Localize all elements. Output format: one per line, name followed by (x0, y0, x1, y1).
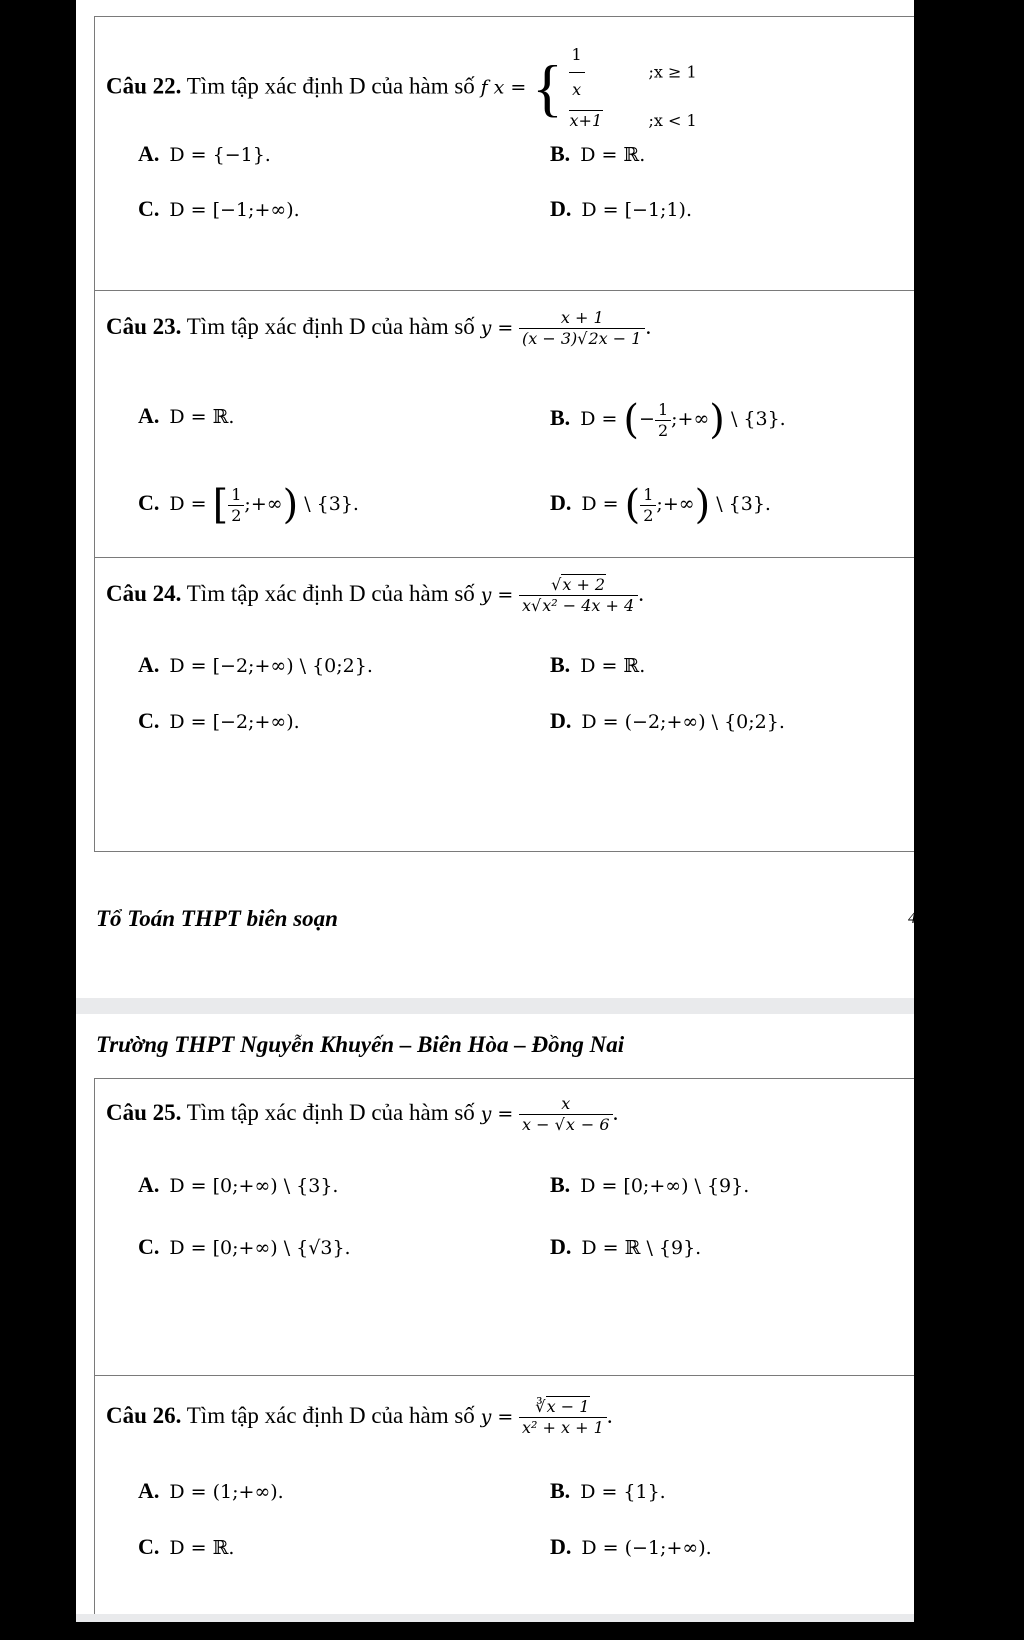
q23-option-a[interactable]: A. D = ℝ. (138, 403, 235, 428)
school-header: Trường THPT Nguyễn Khuyến – Biên Hòa – Đồng Nai (96, 1032, 625, 1057)
q24-option-a[interactable]: A. D = [−2;+∞) \ {0;2}. (138, 652, 373, 677)
q24-option-d[interactable]: D. D = (−2;+∞) \ {0;2}. (550, 708, 785, 733)
q25-option-d[interactable]: D. D = ℝ \ {9}. (550, 1234, 702, 1259)
q22-option-b[interactable]: B. D = ℝ. (550, 141, 646, 166)
question-22: Câu 22. Tìm tập xác định D của hàm số f x = { $\frac{1}{x}$ ;x ≥ 1 x+1 ;x < 1 (106, 40, 697, 136)
q24-option-b[interactable]: B. D = ℝ. (550, 652, 646, 677)
q25-option-a[interactable]: A. D = [0;+∞) \ {3}. (138, 1172, 339, 1197)
q23-option-b[interactable]: B. D = (− $\frac{1}{2}$ ;+∞) \ {3}. (550, 397, 786, 443)
page-gap (76, 998, 914, 1014)
document-page-1 (76, 0, 914, 998)
q22-case1-condition: ;x ≥ 1 (648, 62, 697, 82)
q26-option-c[interactable]: C. D = ℝ. (138, 1534, 235, 1559)
document-page-2 (76, 1014, 914, 1614)
question-table-left-border (94, 1078, 915, 1614)
q26-fraction: $\frac{∛x - 1}{\text{x² + x + 1}}$ (519, 1399, 607, 1436)
question-26: Câu 26. Tìm tập xác định D của hàm số y = $\frac{∛x - 1}{\text{x² + x + 1}}$ . (106, 1397, 613, 1437)
q22-option-a[interactable]: A. D = {−1}. (138, 141, 271, 166)
q22-case2: x+1 (569, 110, 603, 130)
q23-option-d[interactable]: D. D = ( $\frac{1}{2}$ ;+∞) \ {3}. (550, 482, 771, 528)
q22-case1: $\frac{1}{x}$ (569, 40, 585, 106)
q22-case2-condition: ;x < 1 (648, 110, 697, 130)
question-24: Câu 24. Tìm tập xác định D của hàm số y = $\frac{√x + 2}{\text{x√x² − 4x + 4}}$ . (106, 575, 644, 615)
q25-option-c[interactable]: C. D = [0;+∞) \ {√3}. (138, 1234, 351, 1259)
table-bottom-border (94, 851, 914, 852)
piecewise-brace: { (532, 52, 563, 124)
q26-option-b[interactable]: B. D = {1}. (550, 1478, 666, 1503)
q23-option-c[interactable]: C. D = [ $\frac{1}{2}$ ;+∞) \ {3}. (138, 482, 359, 528)
q25-option-b[interactable]: B. D = [0;+∞) \ {9}. (550, 1172, 750, 1197)
q26-option-d[interactable]: D. D = (−1;+∞). (550, 1534, 712, 1559)
row-divider (94, 290, 914, 291)
page-bottom-gap (76, 1614, 914, 1622)
question-23: Câu 23. Tìm tập xác định D của hàm số y = $\frac{x + 1}{(x - 3)√2x - 1}$ . (106, 308, 652, 348)
q22-function-lhs: f x = (480, 76, 527, 99)
q22-option-d[interactable]: D. D = [−1;1). (550, 196, 692, 221)
q26-option-a[interactable]: A. D = (1;+∞). (138, 1478, 284, 1503)
page-number: 4 (908, 910, 916, 927)
footer-text: Tổ Toán THPT biên soạn (96, 906, 338, 931)
q22-option-c[interactable]: C. D = [−1;+∞). (138, 196, 300, 221)
q25-fraction: $\frac{x}{x - √x - 6}$ (519, 1096, 613, 1133)
q23-fraction: $\frac{x + 1}{(x - 3)√2x - 1}$ (519, 310, 645, 347)
q24-fraction: $\frac{√x + 2}{\text{x√x² − 4x + 4}}$ (519, 577, 638, 614)
row-divider (94, 557, 914, 558)
question-25: Câu 25. Tìm tập xác định D của hàm số y = $\frac{x}{x - √x - 6}$ . (106, 1094, 619, 1134)
row-divider (94, 1375, 914, 1376)
q24-option-c[interactable]: C. D = [−2;+∞). (138, 708, 300, 733)
